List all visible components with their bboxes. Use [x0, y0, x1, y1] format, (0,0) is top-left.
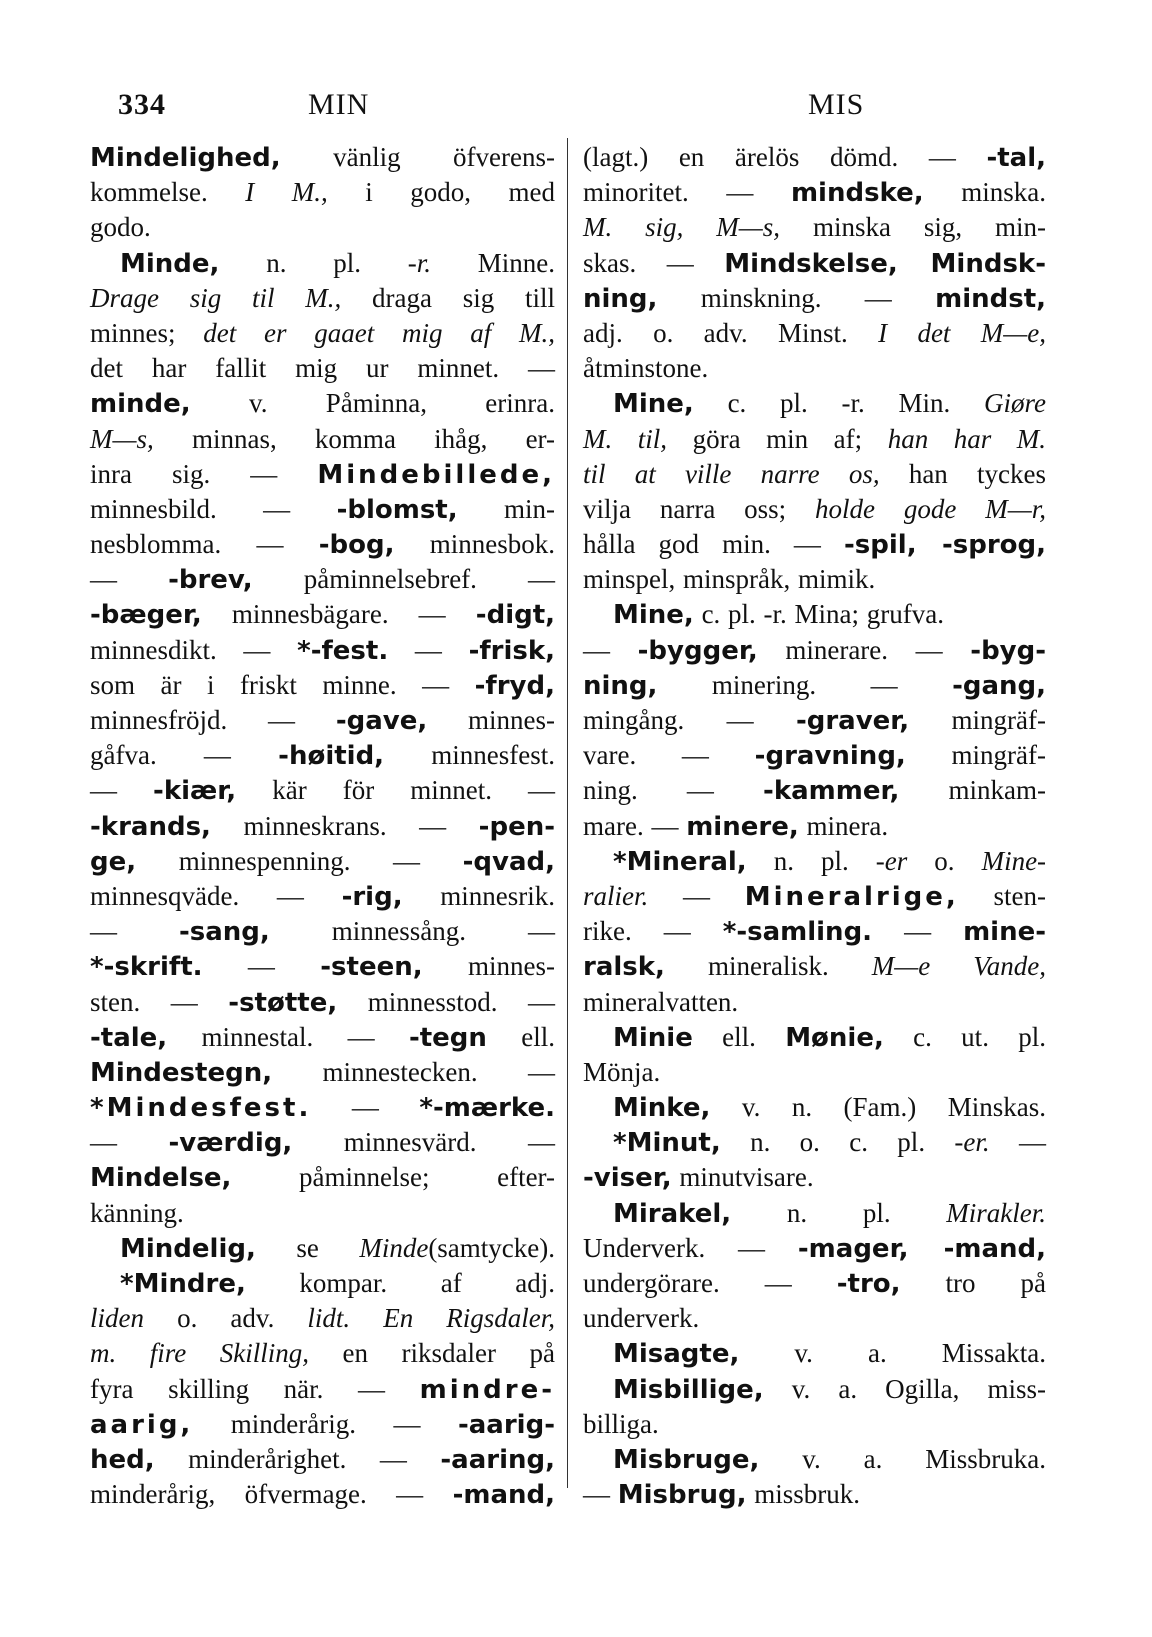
text-line: vare. — -gravning, mingräf- [583, 740, 1047, 772]
headword: Minie [613, 1022, 693, 1053]
text-line: minspel, minspråk, mimik. [583, 564, 876, 595]
headword: -fryd, [474, 670, 555, 701]
text-line: Misbillige, v. a. Ogilla, miss- [613, 1373, 1046, 1405]
headword: -byg- [970, 635, 1047, 666]
text-line: m. fire Skilling, en riksdaler på [90, 1338, 555, 1369]
text-line: -krands, minneskrans. — -pen- [90, 810, 556, 842]
headword: -pen- [478, 811, 556, 842]
headword: mine- [963, 917, 1047, 948]
text-line: — -sang, minnessång. — [90, 916, 555, 948]
headword: -kiær, [153, 776, 237, 807]
text-line: nesblomma. — -bog, minnesbok. [90, 529, 555, 561]
text-line: ralier. — Mineralrige, sten- [583, 880, 1047, 912]
headword: Mønie, [785, 1022, 884, 1053]
headword: *-samling. [722, 917, 873, 948]
headword: -bygger, [637, 635, 758, 666]
headword: -gravning, [754, 741, 906, 772]
headword: -aarig- [457, 1409, 555, 1440]
text-line: minnes; det er gaaet mig af M., [90, 317, 555, 348]
headword: hed, [90, 1444, 155, 1475]
headword: -rig, [341, 881, 403, 912]
headword: -bæger, [90, 600, 202, 631]
column-divider [567, 138, 568, 1488]
text-line: mare. — minere, minera. [583, 810, 889, 842]
headword: Mine, [613, 600, 694, 631]
headword: Misbrug, [617, 1480, 747, 1511]
text-line: ning, minering. — -gang, [583, 669, 1047, 701]
headword: -steen, [320, 952, 423, 983]
text-line: liden o. adv. lidt. En Rigsdaler, [90, 1303, 556, 1334]
text-line: godo. [90, 212, 151, 243]
text-line: minoritet. — mindske, minska. [583, 177, 1047, 209]
headword: Mindskelse, Mindsk- [724, 248, 1047, 279]
headword: ning, [583, 283, 658, 314]
text-line: Minde, n. pl. -r. Minne. [120, 247, 555, 279]
text-line: inra sig. — Mindebillede, [90, 458, 555, 490]
text-line: mineralvatten. [583, 986, 739, 1017]
text-line: vilja narra oss; holde gode M—r, [583, 493, 1046, 524]
text-line: minnesbild. — -blomst, min- [90, 493, 556, 525]
headword: Mindebillede, [317, 459, 555, 490]
headword: Misbillige, [613, 1374, 764, 1405]
headword: minde, [90, 389, 191, 420]
text-line: Minke, v. n. (Fam.) Minskas. [613, 1092, 1046, 1124]
headword: *Mindesfest. [90, 1093, 312, 1124]
headword: -høitid, [278, 741, 385, 772]
text-line: -tale, minnestal. — -tegn ell. [90, 1021, 556, 1053]
text-line: (lagt.) en ärelös dömd. — -tal, [583, 142, 1046, 173]
text-line: — -værdig, minnesvärd. — [90, 1127, 555, 1159]
headword: ning, [583, 670, 658, 701]
text-line: -bæger, minnesbägare. — -digt, [90, 599, 556, 631]
text-line: — Misbrug, missbruk. [583, 1479, 860, 1511]
text-line: Mindelse, påminnelse; efter- [90, 1162, 555, 1194]
headword: *Mineral, [613, 846, 747, 877]
text-line: hed, minderårighet. — -aaring, [90, 1443, 555, 1475]
right-guide-word: MIS [808, 88, 865, 121]
text-line: ning. — -kammer, minkam- [583, 775, 1046, 807]
text-line: *Minut, n. o. c. pl. -er. — [613, 1127, 1047, 1159]
text-line: M. til, göra min af; han har M. [583, 423, 1047, 454]
text-line: -viser, minutvisare. [583, 1162, 814, 1194]
text-line: aarig, minderårig. — -aarig- [90, 1408, 555, 1440]
text-line: sten. — -støtte, minnesstod. — [90, 986, 555, 1018]
text-line: *-skrift. — -steen, minnes- [90, 951, 555, 983]
text-line: ning, minskning. — mindst, [583, 282, 1047, 314]
headword: Mine, [613, 389, 694, 420]
text-line: M—s, minnas, komma ihåg, er- [90, 423, 555, 454]
headword: -brev, [168, 565, 253, 596]
text-line: — -brev, påminnelsebref. — [90, 564, 555, 596]
headword: aarig, [90, 1409, 194, 1440]
headword: -spil, -sprog, [844, 530, 1046, 561]
headword: -gang, [952, 670, 1047, 701]
headword: mindst, [935, 283, 1047, 314]
text-line: minnesfröjd. — -gave, minnes- [90, 705, 556, 736]
text-line: Underverk. — -mager, -mand, [583, 1232, 1047, 1264]
headword: -graver, [795, 706, 910, 736]
headword: -tro, [836, 1269, 901, 1299]
headword: -mager, -mand, [797, 1233, 1047, 1264]
headword: -qvad, [462, 846, 556, 877]
text-line: Mindelig, se Minde(samtycke). [120, 1232, 556, 1264]
headword: -digt, [475, 600, 556, 631]
headword: *-mærke. [419, 1093, 555, 1124]
text-line: Drage sig til M., draga sig till [90, 282, 556, 313]
headword: -tegn [408, 1022, 487, 1053]
text-line: det har fallit mig ur minnet. — [90, 353, 555, 384]
headword: Mindestegn, [90, 1057, 273, 1088]
headword: -tal, [986, 143, 1046, 173]
headword: Misbruge, [613, 1444, 760, 1475]
text-line: minde, v. Påminna, erinra. [90, 388, 556, 420]
text-line: — -bygger, minerare. — -byg- [583, 634, 1047, 666]
headword: -tale, [90, 1022, 168, 1053]
headword: -mand, [452, 1480, 555, 1511]
headword: Minde, [120, 248, 220, 279]
text-line: mingång. — -graver, mingräf- [583, 705, 1047, 736]
text-line: *Mindre, kompar. af adj. [120, 1268, 556, 1299]
headword: ralsk, [583, 952, 665, 983]
text-line: — -kiær, kär för minnet. — [90, 775, 556, 807]
text-line: Mirakel, n. pl. Mirakler. [613, 1197, 1047, 1229]
left-column [90, 140, 555, 1512]
headword: -kammer, [763, 776, 900, 807]
text-line: som är i friskt minne. — -fryd, [90, 669, 555, 701]
text-line: *Mineral, n. pl. -er o. Mine- [613, 845, 1047, 877]
headword: minere, [686, 811, 799, 842]
text-line: åtminstone. [583, 353, 709, 384]
headword: Mindelighed, [90, 143, 281, 173]
text-line: minderårig, öfvermage. — -mand, [90, 1479, 555, 1511]
text-line: adj. o. adv. Minst. I det M—e, [583, 317, 1047, 348]
headword: Mindelse, [90, 1163, 232, 1194]
text-line: billiga. [583, 1408, 659, 1439]
text-line: ralsk, mineralisk. M—e Vande, [583, 951, 1047, 983]
text-line: Mine, c. pl. -r. Mina; grufva. [613, 599, 945, 631]
headword: Mineralrige, [744, 881, 959, 912]
text-line: til at ville narre os, han tyckes [583, 458, 1047, 489]
headword: -blomst, [336, 494, 458, 525]
headword: Misagte, [613, 1339, 740, 1370]
text-line: Mindestegn, minnestecken. — [90, 1056, 555, 1088]
text-line: hålla god min. — -spil, -sprog, [583, 529, 1046, 561]
headword: Mindelig, [120, 1233, 256, 1264]
text-line: ge, minnespenning. — -qvad, [90, 845, 556, 877]
text-line: kommelse. I M., i godo, med [90, 177, 556, 208]
headword: *Minut, [613, 1128, 721, 1159]
text-line: gåfva. — -høitid, minnesfest. [90, 740, 556, 772]
left-guide-word: MIN [308, 88, 370, 121]
headword: *Mindre, [120, 1269, 246, 1299]
text-line: *Mindesfest. — *-mærke. [90, 1092, 555, 1124]
headword: Mirakel, [613, 1198, 732, 1229]
text-line: skas. — Mindskelse, Mindsk- [583, 247, 1047, 279]
text-line: Misbruge, v. a. Missbruka. [613, 1443, 1047, 1475]
headword: -bog, [318, 530, 395, 561]
text-line: Mönja. [583, 1056, 661, 1087]
page-number: 334 [118, 88, 166, 121]
text-line: minnesdikt. — *-fest. — -frisk, [90, 634, 556, 666]
headword: *-skrift. [90, 952, 203, 983]
headword: -krands, [90, 811, 211, 842]
headword: ge, [90, 846, 137, 877]
text-line: Minie ell. Mønie, c. ut. pl. [613, 1021, 1046, 1053]
headword: mindre- [419, 1374, 556, 1405]
page-header [118, 88, 1048, 128]
headword: -frisk, [468, 635, 556, 666]
headword: -viser, [583, 1163, 672, 1194]
headword: mindske, [790, 178, 924, 209]
headword: -værdig, [168, 1128, 293, 1159]
text-line: rike. — *-samling. — mine- [583, 916, 1047, 948]
text-line: Mindelighed, vänlig öfverens- [90, 142, 556, 173]
headword: -aaring, [440, 1444, 555, 1475]
text-line: minnesqväde. — -rig, minnesrik. [90, 880, 555, 912]
headword: -sang, [178, 917, 270, 948]
text-line: Mine, c. pl. -r. Min. Giøre [613, 388, 1047, 420]
headword: -gave, [335, 706, 428, 736]
headword: -støtte, [228, 987, 338, 1018]
headword: Minke, [613, 1093, 711, 1124]
text-line: Misagte, v. a. Missakta. [613, 1338, 1046, 1370]
text-line: M. sig, M—s, minska sig, min- [583, 212, 1047, 243]
text-line: underverk. [583, 1303, 700, 1334]
right-column [583, 140, 1046, 1512]
headword: *-fest. [297, 635, 389, 666]
text-line: undergörare. — -tro, tro på [583, 1268, 1047, 1299]
text-line: fyra skilling när. — mindre- [90, 1373, 556, 1405]
text-line: känning. [90, 1197, 184, 1228]
